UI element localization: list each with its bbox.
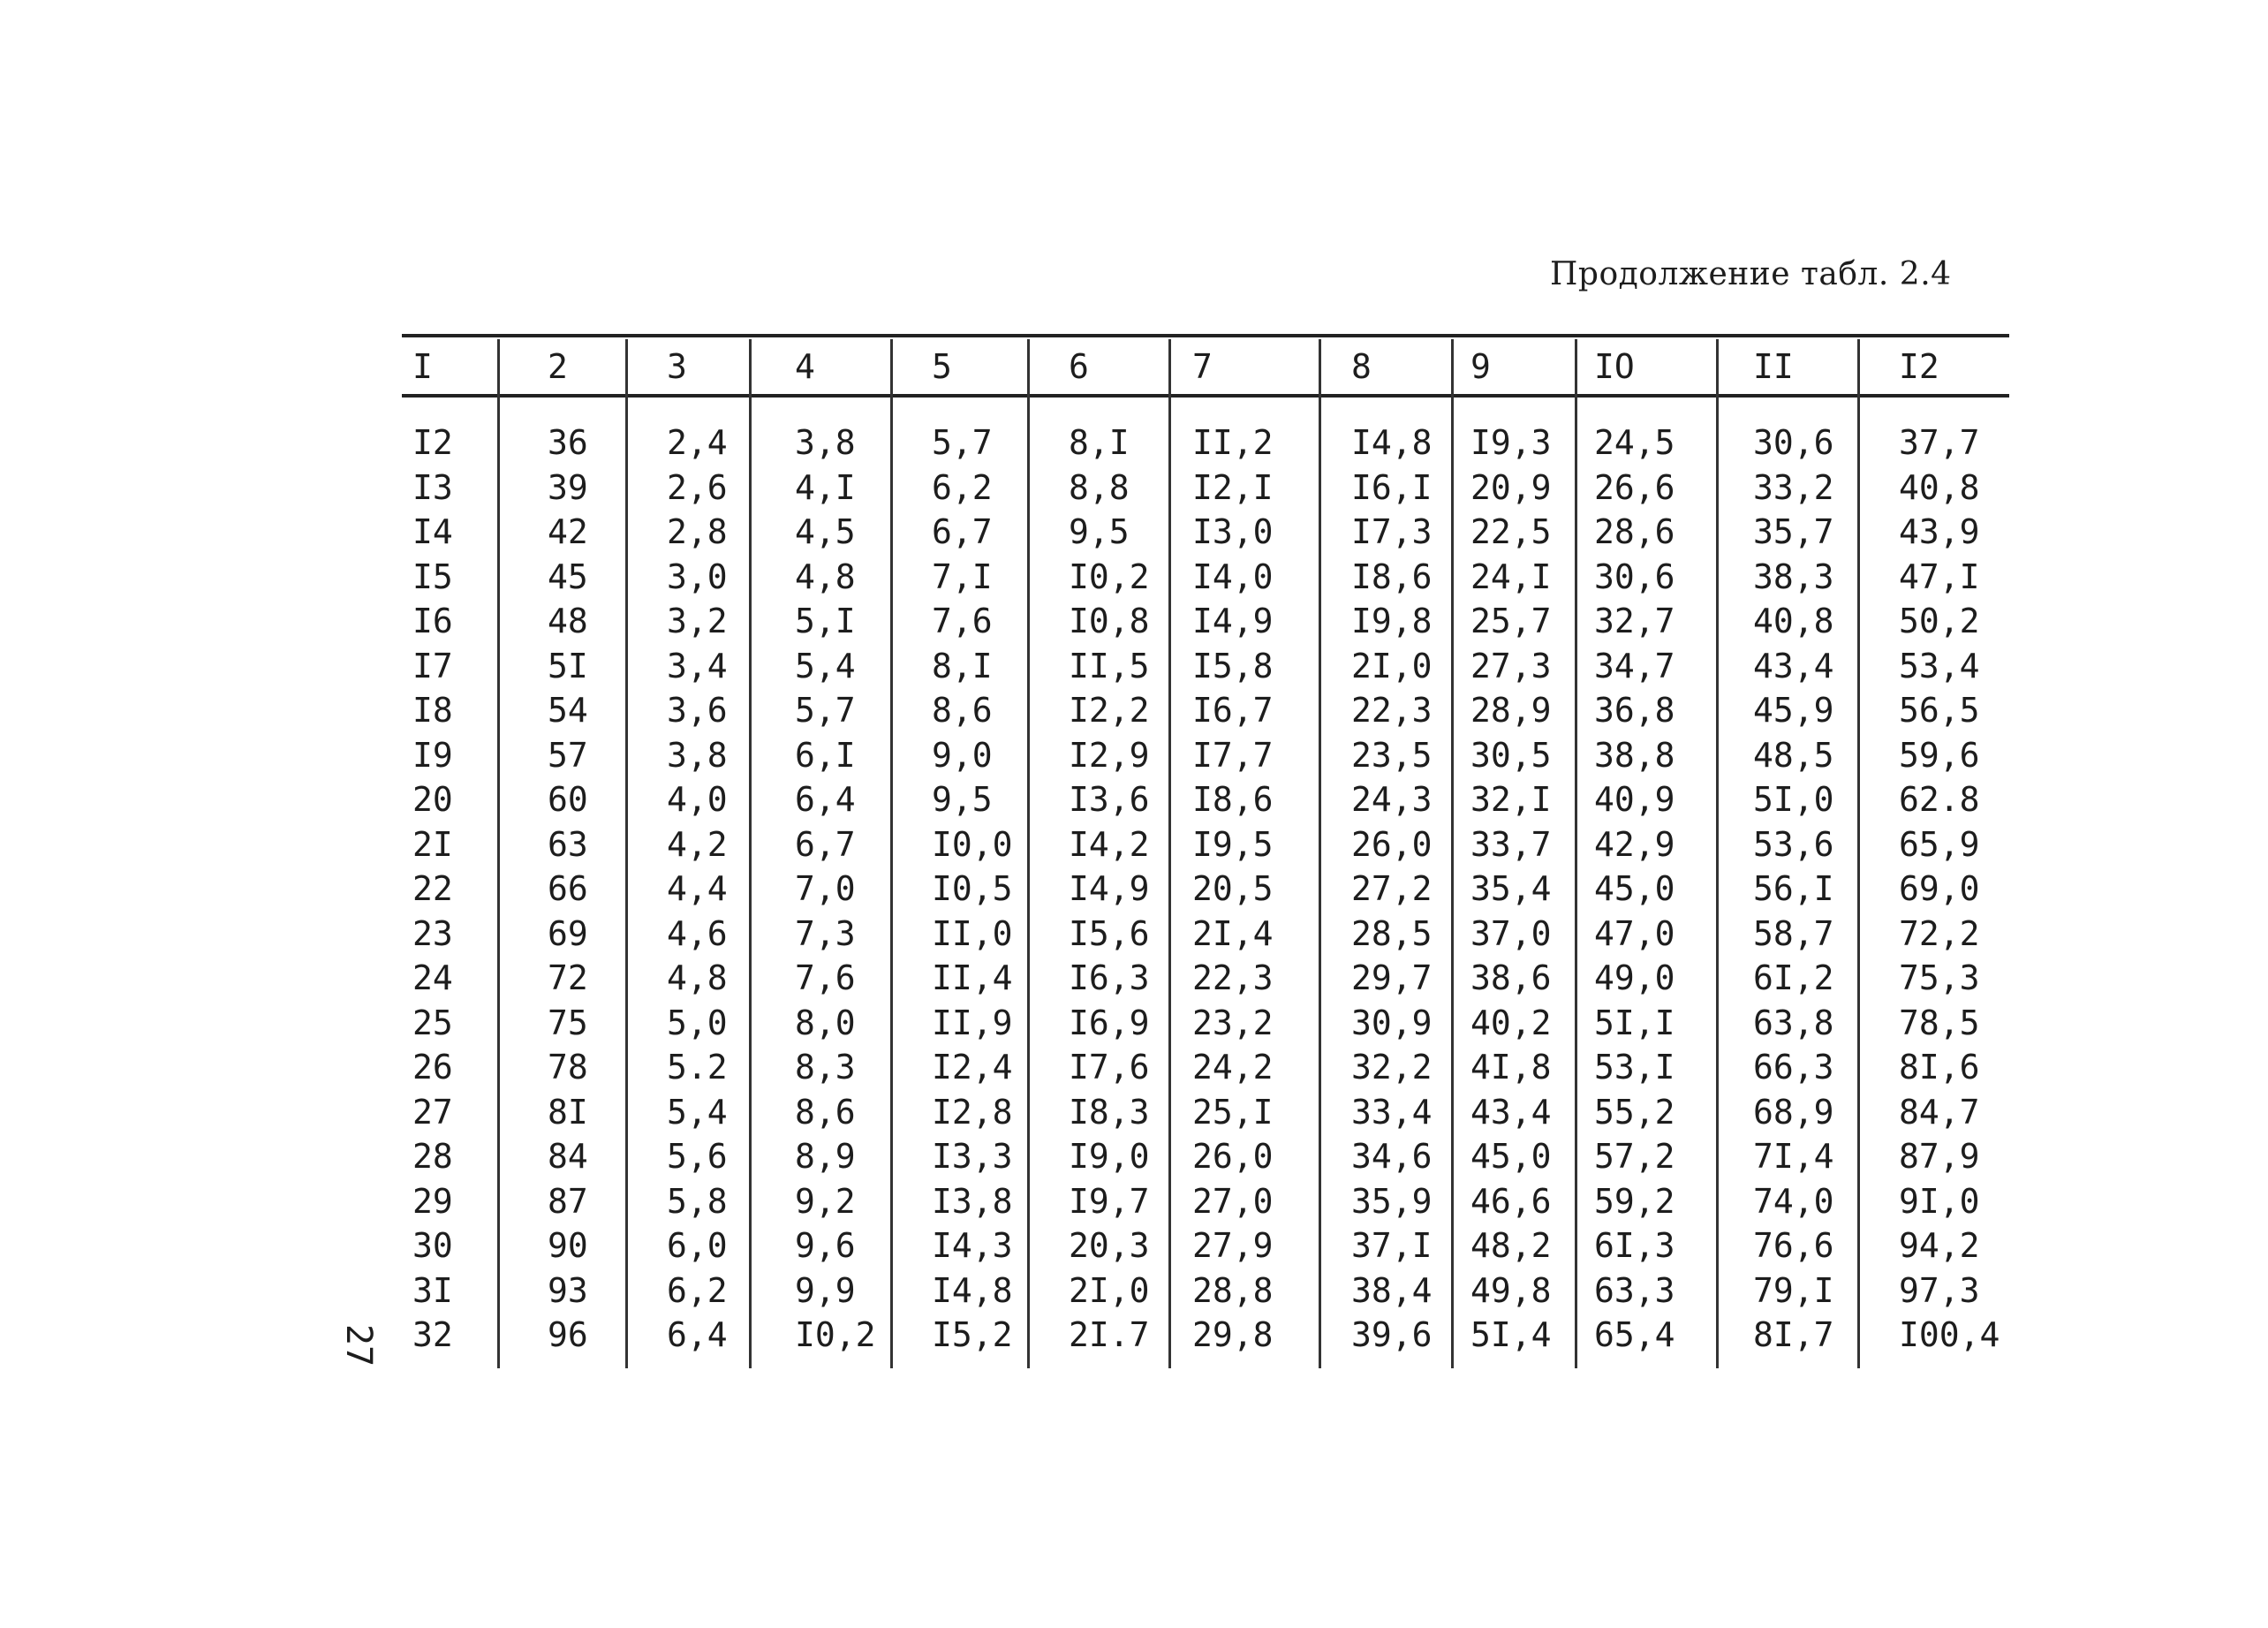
table-cell: 38,6 bbox=[1470, 958, 1552, 997]
table-cell: 5,0 bbox=[667, 1003, 728, 1042]
table-cell: 66,3 bbox=[1753, 1048, 1834, 1087]
column-separator bbox=[1716, 339, 1719, 1368]
table-cell: 35,9 bbox=[1351, 1182, 1433, 1221]
table-cell: 5,7 bbox=[795, 691, 856, 730]
table-cell: 57,2 bbox=[1594, 1137, 1675, 1176]
table-cell: 7,I bbox=[932, 557, 993, 596]
table-cell: I0,2 bbox=[795, 1315, 876, 1354]
table-cell: 9,6 bbox=[795, 1226, 856, 1265]
table-cell: 26,0 bbox=[1351, 825, 1433, 864]
row-label-cell: 20 bbox=[412, 780, 453, 819]
table-cell: 30,6 bbox=[1594, 557, 1675, 596]
row-label-cell: 24 bbox=[412, 958, 453, 997]
table-cell: I00,4 bbox=[1899, 1315, 2000, 1354]
table-cell: I6,7 bbox=[1192, 691, 1274, 730]
table-cell: 27,2 bbox=[1351, 869, 1433, 908]
column-header: 9 bbox=[1470, 347, 1491, 386]
table-cell: 6I,3 bbox=[1594, 1226, 1675, 1265]
column-header: II bbox=[1753, 347, 1794, 386]
table-cell: 35,4 bbox=[1470, 869, 1552, 908]
table-cell: 6,0 bbox=[667, 1226, 728, 1265]
table-cell: 87,9 bbox=[1899, 1137, 1980, 1176]
table-cell: I0,5 bbox=[932, 869, 1013, 908]
table-cell: 32,2 bbox=[1351, 1048, 1433, 1087]
column-separator bbox=[625, 339, 628, 1368]
table-cell: 2,8 bbox=[667, 512, 728, 551]
table-cell: 53,I bbox=[1594, 1048, 1675, 1087]
table-cell: 8,9 bbox=[795, 1137, 856, 1176]
table-cell: 7I,4 bbox=[1753, 1137, 1834, 1176]
table-cell: 3,8 bbox=[795, 423, 856, 462]
page-number: 27 bbox=[338, 1323, 380, 1367]
row-label-cell: 29 bbox=[412, 1182, 453, 1221]
table-cell: I3,8 bbox=[932, 1182, 1013, 1221]
table-cell: 5I,0 bbox=[1753, 780, 1834, 819]
table-cell: 68,9 bbox=[1753, 1093, 1834, 1132]
table-cell: I8,6 bbox=[1351, 557, 1433, 596]
column-header: 7 bbox=[1192, 347, 1213, 386]
table-cell: I4,3 bbox=[932, 1226, 1013, 1265]
table-cell: 37,I bbox=[1351, 1226, 1433, 1265]
table-cell: 38,4 bbox=[1351, 1271, 1433, 1310]
table-cell: 33,2 bbox=[1753, 468, 1834, 507]
table-cell: I7,7 bbox=[1192, 736, 1274, 775]
table-cell: 2I,0 bbox=[1351, 647, 1433, 685]
table-cell: 27,9 bbox=[1192, 1226, 1274, 1265]
table-cell: 55,2 bbox=[1594, 1093, 1675, 1132]
table-cell: 97,3 bbox=[1899, 1271, 1980, 1310]
table-cell: 45,9 bbox=[1753, 691, 1834, 730]
table-cell: 6,7 bbox=[795, 825, 856, 864]
table-cell: 54 bbox=[548, 691, 588, 730]
table-cell: 35,7 bbox=[1753, 512, 1834, 551]
table-cell: I5,6 bbox=[1069, 914, 1150, 953]
table-cell: 30,6 bbox=[1753, 423, 1834, 462]
table-cell: 9,2 bbox=[795, 1182, 856, 1221]
table-cell: I8,6 bbox=[1192, 780, 1274, 819]
table-cell: 4,8 bbox=[795, 557, 856, 596]
table-cell: 57 bbox=[548, 736, 588, 775]
table-cell: 45,0 bbox=[1470, 1137, 1552, 1176]
table-cell: 34,7 bbox=[1594, 647, 1675, 685]
table-cell: 27,3 bbox=[1470, 647, 1552, 685]
row-label-cell: 30 bbox=[412, 1226, 453, 1265]
table-cell: 36,8 bbox=[1594, 691, 1675, 730]
table-cell: 74,0 bbox=[1753, 1182, 1834, 1221]
table-cell: 2,6 bbox=[667, 468, 728, 507]
table-cell: I6,3 bbox=[1069, 958, 1150, 997]
table-cell: 7,3 bbox=[795, 914, 856, 953]
row-label-cell: I7 bbox=[412, 647, 453, 685]
table-cell: 22,3 bbox=[1351, 691, 1433, 730]
table-cell: 24,2 bbox=[1192, 1048, 1274, 1087]
table-cell: 47,I bbox=[1899, 557, 1980, 596]
table-cell: I2,I bbox=[1192, 468, 1274, 507]
table-cell: 33,4 bbox=[1351, 1093, 1433, 1132]
table-cell: 76,6 bbox=[1753, 1226, 1834, 1265]
table-cell: 4,2 bbox=[667, 825, 728, 864]
table-cell: 65,4 bbox=[1594, 1315, 1675, 1354]
row-label-cell: 32 bbox=[412, 1315, 453, 1354]
table-cell: 3,8 bbox=[667, 736, 728, 775]
table-cell: 5.2 bbox=[667, 1048, 728, 1087]
table-cell: 5I,I bbox=[1594, 1003, 1675, 1042]
table-cell: 39,6 bbox=[1351, 1315, 1433, 1354]
table-cell: 42 bbox=[548, 512, 588, 551]
column-separator bbox=[497, 339, 500, 1368]
table-cell: 20,9 bbox=[1470, 468, 1552, 507]
table-cell: I6,I bbox=[1351, 468, 1433, 507]
table-cell: 5,7 bbox=[932, 423, 993, 462]
table-cell: 58,7 bbox=[1753, 914, 1834, 953]
column-separator bbox=[1451, 339, 1454, 1368]
table-cell: 6I,2 bbox=[1753, 958, 1834, 997]
table-cell: 60 bbox=[548, 780, 588, 819]
row-label-cell: 22 bbox=[412, 869, 453, 908]
table-cell: 37,7 bbox=[1899, 423, 1980, 462]
table-cell: I6,9 bbox=[1069, 1003, 1150, 1042]
table-cell: I4,8 bbox=[1351, 423, 1433, 462]
table-cell: 6,4 bbox=[667, 1315, 728, 1354]
table-cell: 69,0 bbox=[1899, 869, 1980, 908]
table-cell: II,9 bbox=[932, 1003, 1013, 1042]
table-cell: 4,0 bbox=[667, 780, 728, 819]
table-cell: I0,2 bbox=[1069, 557, 1150, 596]
table-cell: I0,8 bbox=[1069, 602, 1150, 640]
table-cell: 39 bbox=[548, 468, 588, 507]
column-header: 6 bbox=[1069, 347, 1089, 386]
table-cell: II,2 bbox=[1192, 423, 1274, 462]
table-cell: 37,0 bbox=[1470, 914, 1552, 953]
table-cell: 2,4 bbox=[667, 423, 728, 462]
table-cell: 4,8 bbox=[667, 958, 728, 997]
table-cell: 40,2 bbox=[1470, 1003, 1552, 1042]
table-cell: 20,5 bbox=[1192, 869, 1274, 908]
table-cell: 9,9 bbox=[795, 1271, 856, 1310]
table-cell: 69 bbox=[548, 914, 588, 953]
table-cell: 45,0 bbox=[1594, 869, 1675, 908]
column-header: I2 bbox=[1899, 347, 1939, 386]
table-cell: 29,7 bbox=[1351, 958, 1433, 997]
table-cell: 20,3 bbox=[1069, 1226, 1150, 1265]
table-cell: 8,6 bbox=[932, 691, 993, 730]
table-caption: Продолжение табл. 2.4 bbox=[1550, 256, 1952, 292]
table-cell: 38,8 bbox=[1594, 736, 1675, 775]
table-cell: 78 bbox=[548, 1048, 588, 1087]
table-cell: I7,3 bbox=[1351, 512, 1433, 551]
table-top-rule bbox=[402, 334, 2009, 337]
table-cell: 78,5 bbox=[1899, 1003, 1980, 1042]
table-cell: 8,0 bbox=[795, 1003, 856, 1042]
table-cell: 24,3 bbox=[1351, 780, 1433, 819]
table-cell: I0,0 bbox=[932, 825, 1013, 864]
table-cell: 4,6 bbox=[667, 914, 728, 953]
column-header: 3 bbox=[667, 347, 687, 386]
table-cell: 6,2 bbox=[667, 1271, 728, 1310]
table-cell: 25,I bbox=[1192, 1093, 1274, 1132]
table-cell: 28,5 bbox=[1351, 914, 1433, 953]
row-label-cell: I2 bbox=[412, 423, 453, 462]
table-cell: I2,2 bbox=[1069, 691, 1150, 730]
table-cell: 4I,8 bbox=[1470, 1048, 1552, 1087]
table-cell: 2I,4 bbox=[1192, 914, 1274, 953]
table-cell: 9,0 bbox=[932, 736, 993, 775]
table-cell: 43,9 bbox=[1899, 512, 1980, 551]
row-label-cell: 3I bbox=[412, 1271, 453, 1310]
table-cell: 62.8 bbox=[1899, 780, 1980, 819]
column-separator bbox=[1168, 339, 1171, 1368]
table-cell: 8,I bbox=[1069, 423, 1130, 462]
table-cell: 2I.7 bbox=[1069, 1315, 1150, 1354]
table-cell: 84 bbox=[548, 1137, 588, 1176]
table-cell: I7,6 bbox=[1069, 1048, 1150, 1087]
table-cell: 96 bbox=[548, 1315, 588, 1354]
table-cell: 48,2 bbox=[1470, 1226, 1552, 1265]
column-header: 2 bbox=[548, 347, 568, 386]
table-cell: 48,5 bbox=[1753, 736, 1834, 775]
column-header: IO bbox=[1594, 347, 1635, 386]
table-cell: 29,8 bbox=[1192, 1315, 1274, 1354]
table-cell: I4,2 bbox=[1069, 825, 1150, 864]
table-cell: 7,6 bbox=[795, 958, 856, 997]
table-cell: 22,3 bbox=[1192, 958, 1274, 997]
row-label-cell: 25 bbox=[412, 1003, 453, 1042]
table-cell: 3,2 bbox=[667, 602, 728, 640]
table-cell: 49,8 bbox=[1470, 1271, 1552, 1310]
table-cell: 2I,0 bbox=[1069, 1271, 1150, 1310]
row-label-cell: 26 bbox=[412, 1048, 453, 1087]
table-cell: I5,8 bbox=[1192, 647, 1274, 685]
table-cell: 56,I bbox=[1753, 869, 1834, 908]
table-cell: 3,0 bbox=[667, 557, 728, 596]
table-cell: I2,4 bbox=[932, 1048, 1013, 1087]
table-cell: 6,4 bbox=[795, 780, 856, 819]
table-cell: 6,7 bbox=[932, 512, 993, 551]
row-label-cell: I4 bbox=[412, 512, 453, 551]
table-cell: 6,I bbox=[795, 736, 856, 775]
table-cell: 25,7 bbox=[1470, 602, 1552, 640]
table-cell: 5,6 bbox=[667, 1137, 728, 1176]
table-cell: 8I,7 bbox=[1753, 1315, 1834, 1354]
table-cell: I2,9 bbox=[1069, 736, 1150, 775]
row-label-cell: I9 bbox=[412, 736, 453, 775]
table-cell: 93 bbox=[548, 1271, 588, 1310]
table-cell: I4,0 bbox=[1192, 557, 1274, 596]
table-cell: 5I,4 bbox=[1470, 1315, 1552, 1354]
table-cell: 7,0 bbox=[795, 869, 856, 908]
table-cell: I3,6 bbox=[1069, 780, 1150, 819]
table-cell: 30,9 bbox=[1351, 1003, 1433, 1042]
row-label-cell: 2I bbox=[412, 825, 453, 864]
table-cell: 46,6 bbox=[1470, 1182, 1552, 1221]
column-separator bbox=[1857, 339, 1860, 1368]
table-cell: I5,2 bbox=[932, 1315, 1013, 1354]
table-cell: I8,3 bbox=[1069, 1093, 1150, 1132]
row-label-cell: I8 bbox=[412, 691, 453, 730]
table-cell: 56,5 bbox=[1899, 691, 1980, 730]
table-cell: I9,0 bbox=[1069, 1137, 1150, 1176]
table-cell: 75,3 bbox=[1899, 958, 1980, 997]
table-cell: 50,2 bbox=[1899, 602, 1980, 640]
table-cell: 75 bbox=[548, 1003, 588, 1042]
table-cell: 8,3 bbox=[795, 1048, 856, 1087]
table-cell: I9,3 bbox=[1470, 423, 1552, 462]
table-cell: 28,6 bbox=[1594, 512, 1675, 551]
table-cell: 4,4 bbox=[667, 869, 728, 908]
table-cell: I9,8 bbox=[1351, 602, 1433, 640]
table-cell: 9I,0 bbox=[1899, 1182, 1980, 1221]
column-header: 4 bbox=[795, 347, 815, 386]
table-header-rule bbox=[402, 394, 2009, 398]
table-cell: 3,4 bbox=[667, 647, 728, 685]
table-cell: 59,6 bbox=[1899, 736, 1980, 775]
table-cell: 36 bbox=[548, 423, 588, 462]
table-cell: 72 bbox=[548, 958, 588, 997]
table-cell: 66 bbox=[548, 869, 588, 908]
table-cell: 42,9 bbox=[1594, 825, 1675, 864]
table-cell: I4,9 bbox=[1069, 869, 1150, 908]
column-header: I bbox=[412, 347, 433, 386]
table-cell: 32,7 bbox=[1594, 602, 1675, 640]
table-cell: I9,7 bbox=[1069, 1182, 1150, 1221]
table-cell: 53,6 bbox=[1753, 825, 1834, 864]
table-cell: I2,8 bbox=[932, 1093, 1013, 1132]
table-cell: I9,5 bbox=[1192, 825, 1274, 864]
table-cell: 65,9 bbox=[1899, 825, 1980, 864]
table-cell: II,5 bbox=[1069, 647, 1150, 685]
table-cell: 24,I bbox=[1470, 557, 1552, 596]
column-separator bbox=[1319, 339, 1321, 1368]
table-cell: II,0 bbox=[932, 914, 1013, 953]
table-cell: 28,8 bbox=[1192, 1271, 1274, 1310]
row-label-cell: 27 bbox=[412, 1093, 453, 1132]
table-cell: 26,6 bbox=[1594, 468, 1675, 507]
table-cell: 28,9 bbox=[1470, 691, 1552, 730]
column-separator bbox=[1575, 339, 1577, 1368]
table-cell: 7,6 bbox=[932, 602, 993, 640]
table-cell: II,4 bbox=[932, 958, 1013, 997]
table-cell: 72,2 bbox=[1899, 914, 1980, 953]
table-cell: 24,5 bbox=[1594, 423, 1675, 462]
table-cell: 22,5 bbox=[1470, 512, 1552, 551]
table-cell: 84,7 bbox=[1899, 1093, 1980, 1132]
table-cell: 9,5 bbox=[932, 780, 993, 819]
column-header: 8 bbox=[1351, 347, 1372, 386]
table-cell: 63,3 bbox=[1594, 1271, 1675, 1310]
table-cell: 63,8 bbox=[1753, 1003, 1834, 1042]
table-cell: 40,9 bbox=[1594, 780, 1675, 819]
table-cell: 23,5 bbox=[1351, 736, 1433, 775]
table-cell: 9,5 bbox=[1069, 512, 1130, 551]
table-cell: 79,I bbox=[1753, 1271, 1834, 1310]
data-table bbox=[402, 334, 2009, 1374]
table-cell: 30,5 bbox=[1470, 736, 1552, 775]
table-cell: 53,4 bbox=[1899, 647, 1980, 685]
table-cell: 34,6 bbox=[1351, 1137, 1433, 1176]
table-cell: 8,8 bbox=[1069, 468, 1130, 507]
table-cell: 63 bbox=[548, 825, 588, 864]
table-cell: 6,2 bbox=[932, 468, 993, 507]
table-cell: 33,7 bbox=[1470, 825, 1552, 864]
table-cell: 87 bbox=[548, 1182, 588, 1221]
table-cell: 4,I bbox=[795, 468, 856, 507]
table-cell: 3,6 bbox=[667, 691, 728, 730]
row-label-cell: I5 bbox=[412, 557, 453, 596]
row-label-cell: I3 bbox=[412, 468, 453, 507]
table-cell: 94,2 bbox=[1899, 1226, 1980, 1265]
table-cell: 40,8 bbox=[1753, 602, 1834, 640]
row-label-cell: I6 bbox=[412, 602, 453, 640]
table-cell: 45 bbox=[548, 557, 588, 596]
table-cell: I4,8 bbox=[932, 1271, 1013, 1310]
table-cell: 8I,6 bbox=[1899, 1048, 1980, 1087]
table-cell: 27,0 bbox=[1192, 1182, 1274, 1221]
table-cell: I4,9 bbox=[1192, 602, 1274, 640]
table-cell: 5,8 bbox=[667, 1182, 728, 1221]
row-label-cell: 28 bbox=[412, 1137, 453, 1176]
table-cell: 5,4 bbox=[667, 1093, 728, 1132]
table-cell: 8,I bbox=[932, 647, 993, 685]
table-cell: 49,0 bbox=[1594, 958, 1675, 997]
table-cell: 40,8 bbox=[1899, 468, 1980, 507]
column-separator bbox=[890, 339, 893, 1368]
row-label-cell: 23 bbox=[412, 914, 453, 953]
column-header: 5 bbox=[932, 347, 952, 386]
column-separator bbox=[749, 339, 752, 1368]
table-cell: 5,4 bbox=[795, 647, 856, 685]
table-cell: 8,6 bbox=[795, 1093, 856, 1132]
table-cell: 43,4 bbox=[1753, 647, 1834, 685]
table-cell: 4,5 bbox=[795, 512, 856, 551]
table-cell: 90 bbox=[548, 1226, 588, 1265]
table-cell: I3,0 bbox=[1192, 512, 1274, 551]
column-separator bbox=[1027, 339, 1030, 1368]
table-cell: I3,3 bbox=[932, 1137, 1013, 1176]
table-cell: 32,I bbox=[1470, 780, 1552, 819]
table-cell: 23,2 bbox=[1192, 1003, 1274, 1042]
table-cell: 5I bbox=[548, 647, 588, 685]
table-cell: 38,3 bbox=[1753, 557, 1834, 596]
table-cell: 26,0 bbox=[1192, 1137, 1274, 1176]
table-cell: 47,0 bbox=[1594, 914, 1675, 953]
table-cell: 8I bbox=[548, 1093, 588, 1132]
table-cell: 43,4 bbox=[1470, 1093, 1552, 1132]
table-cell: 5,I bbox=[795, 602, 856, 640]
table-cell: 59,2 bbox=[1594, 1182, 1675, 1221]
table-cell: 48 bbox=[548, 602, 588, 640]
